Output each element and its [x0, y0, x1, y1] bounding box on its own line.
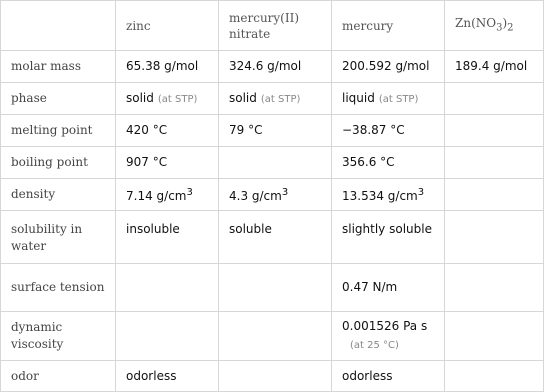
cell-note: (at STP)	[157, 93, 198, 105]
table-cell: insoluble	[116, 211, 219, 264]
column-header-zinc: zinc	[116, 1, 219, 51]
table-cell	[332, 83, 445, 115]
table-cell	[332, 312, 445, 361]
table-cell-empty	[219, 147, 332, 179]
table-cell-empty	[445, 361, 544, 392]
table-cell: 79 °C	[219, 115, 332, 147]
cell-value: liquid	[342, 90, 375, 105]
row-header-density: density	[1, 179, 116, 211]
table-row	[1, 147, 544, 179]
table-cell-empty	[445, 147, 544, 179]
table-cell: 65.38 g/mol	[116, 51, 219, 83]
cell-value: 4.3 g/cm	[229, 189, 282, 203]
table-cell: 324.6 g/mol	[219, 51, 332, 83]
cell-note: (at STP)	[260, 93, 301, 105]
table-cell: odorless	[116, 361, 219, 392]
formula-subscript: 2	[507, 22, 514, 34]
table-cell-empty	[445, 264, 544, 312]
table-cell	[116, 83, 219, 115]
table-cell-empty	[445, 115, 544, 147]
row-header-solubility: solubility in water	[1, 211, 116, 264]
cell-value: 7.14 g/cm	[126, 189, 187, 203]
formula-base: Zn(NO	[455, 15, 497, 30]
table-row	[1, 361, 544, 392]
table-cell	[332, 179, 445, 211]
table-cell-empty	[219, 361, 332, 392]
cell-note: (at 25 °C)	[350, 340, 399, 351]
cell-value: solid	[229, 90, 257, 105]
table-row	[1, 312, 544, 361]
cell-note: (at STP)	[378, 93, 419, 105]
table-row	[1, 115, 544, 147]
formula-subscript: 3	[496, 22, 503, 34]
table-cell-empty	[445, 211, 544, 264]
table-cell-empty	[116, 312, 219, 361]
row-header-dynamic-viscosity: dynamic viscosity	[1, 312, 116, 361]
table-cell-empty	[219, 264, 332, 312]
table-cell	[219, 83, 332, 115]
cell-superscript: 3	[417, 187, 425, 198]
table-row	[1, 264, 544, 312]
table-cell-empty	[116, 264, 219, 312]
table-cell	[219, 179, 332, 211]
table-cell: 356.6 °C	[332, 147, 445, 179]
row-header-surface-tension: surface tension	[1, 264, 116, 312]
table-cell: slightly soluble	[332, 211, 445, 264]
row-header-molar-mass: molar mass	[1, 51, 116, 83]
table-cell: odorless	[332, 361, 445, 392]
cell-value: 0.001526 Pa s	[342, 319, 428, 333]
column-header-mercury-nitrate: mercury(II) nitrate	[219, 1, 332, 51]
row-header-phase: phase	[1, 83, 116, 115]
table-cell: soluble	[219, 211, 332, 264]
table-cell-empty	[445, 312, 544, 361]
formula-close-paren: )	[502, 15, 508, 30]
row-header-boiling-point: boiling point	[1, 147, 116, 179]
table-row	[1, 179, 544, 211]
column-header-zinc-nitrate	[445, 1, 544, 51]
table-cell	[116, 179, 219, 211]
table-cell-empty	[445, 179, 544, 211]
table-cell: 420 °C	[116, 115, 219, 147]
row-header-odor: odor	[1, 361, 116, 392]
column-header-mercury: mercury	[332, 1, 445, 51]
table-cell: 200.592 g/mol	[332, 51, 445, 83]
table-row	[1, 211, 544, 264]
cell-superscript: 3	[186, 187, 193, 198]
cell-value: 13.534 g/cm	[342, 189, 418, 203]
table-row	[1, 83, 544, 115]
row-header-melting-point: melting point	[1, 115, 116, 147]
table-cell: 189.4 g/mol	[445, 51, 544, 83]
cell-superscript: 3	[281, 187, 289, 198]
table-cell: 0.47 N/m	[332, 264, 445, 312]
cell-value: solid	[126, 90, 154, 105]
header-row	[1, 1, 544, 51]
table-cell-empty	[445, 83, 544, 115]
table-cell: −38.87 °C	[332, 115, 445, 147]
corner-cell	[1, 1, 116, 51]
table-cell-empty	[219, 312, 332, 361]
table-cell: 907 °C	[116, 147, 219, 179]
table-row	[1, 51, 544, 83]
